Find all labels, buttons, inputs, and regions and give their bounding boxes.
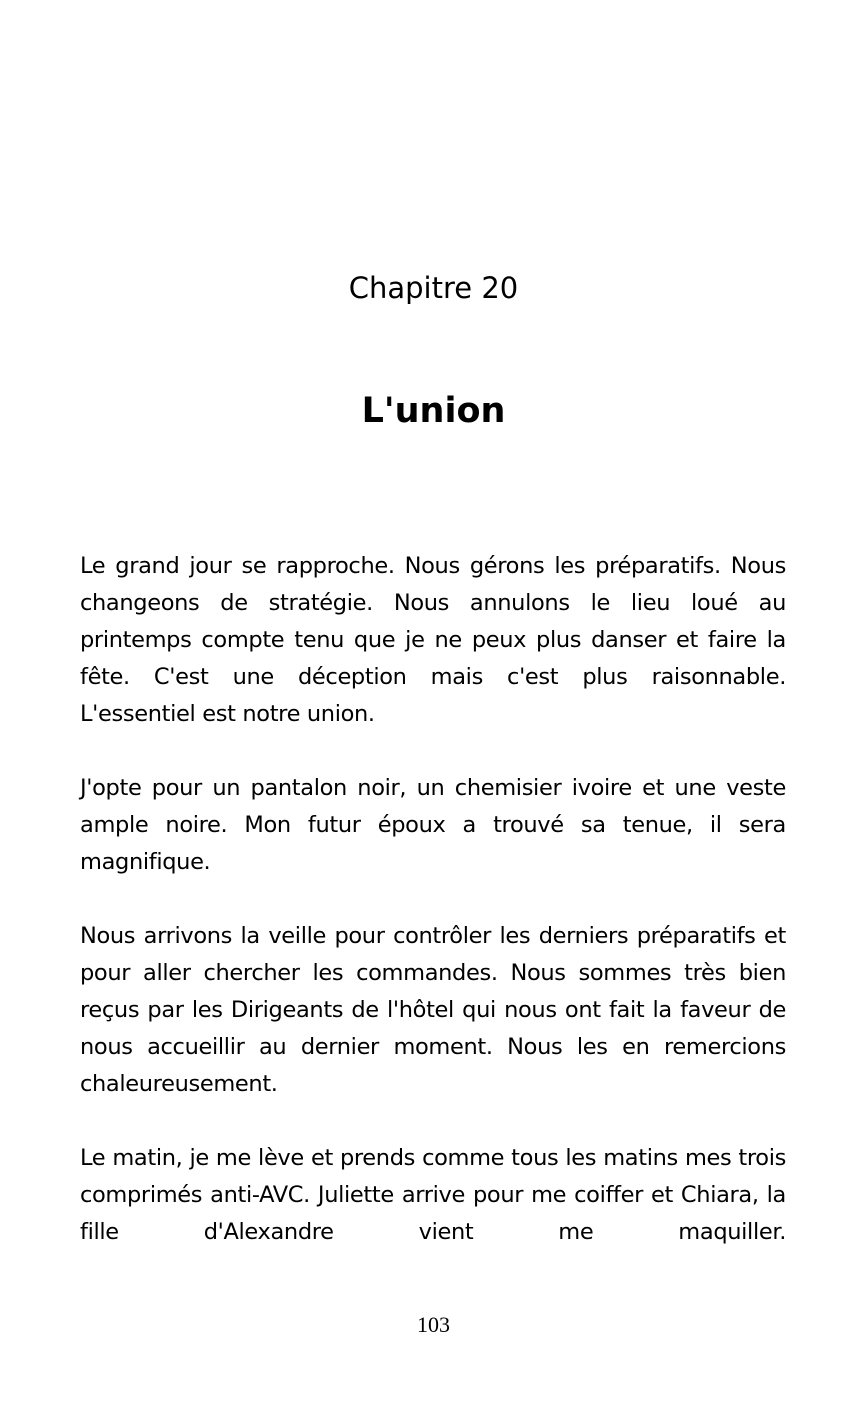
- chapter-title: L'union: [361, 391, 506, 431]
- page-number: 103: [417, 1312, 450, 1337]
- paragraph: Le matin, je me lève et prends comme tous les matins mes trois comprimés anti-AVC. Juliette arrive pour me coiffer et Chiara, la fille d'Alexandre vient me maquiller.: [80, 1145, 786, 1245]
- paragraph: Le grand jour se rapproche. Nous gérons les préparatifs. Nous changeons de stratégie. Nous annulons le lieu loué au printemps compte tenu que je ne peux plus danser et faire la fête. C'est une déception mais c'est plus raisonnable. L'essentiel est notre union.: [80, 553, 786, 727]
- chapter-number: Chapitre 20: [348, 271, 519, 305]
- paragraph: Nous arrivons la veille pour contrôler les derniers préparatifs et pour aller chercher les commandes. Nous sommes très bien reçus par les Dirigeants de l'hôtel qui nous ont fait la faveur de nous accueillir au dernier moment. Nous les en remercions chaleureusement.: [80, 923, 786, 1097]
- chapter-body: [80, 548, 786, 1251]
- paragraph: J'opte pour un pantalon noir, un chemisier ivoire et une veste ample noire. Mon futur époux a trouvé sa tenue, il sera magnifique.: [80, 775, 786, 875]
